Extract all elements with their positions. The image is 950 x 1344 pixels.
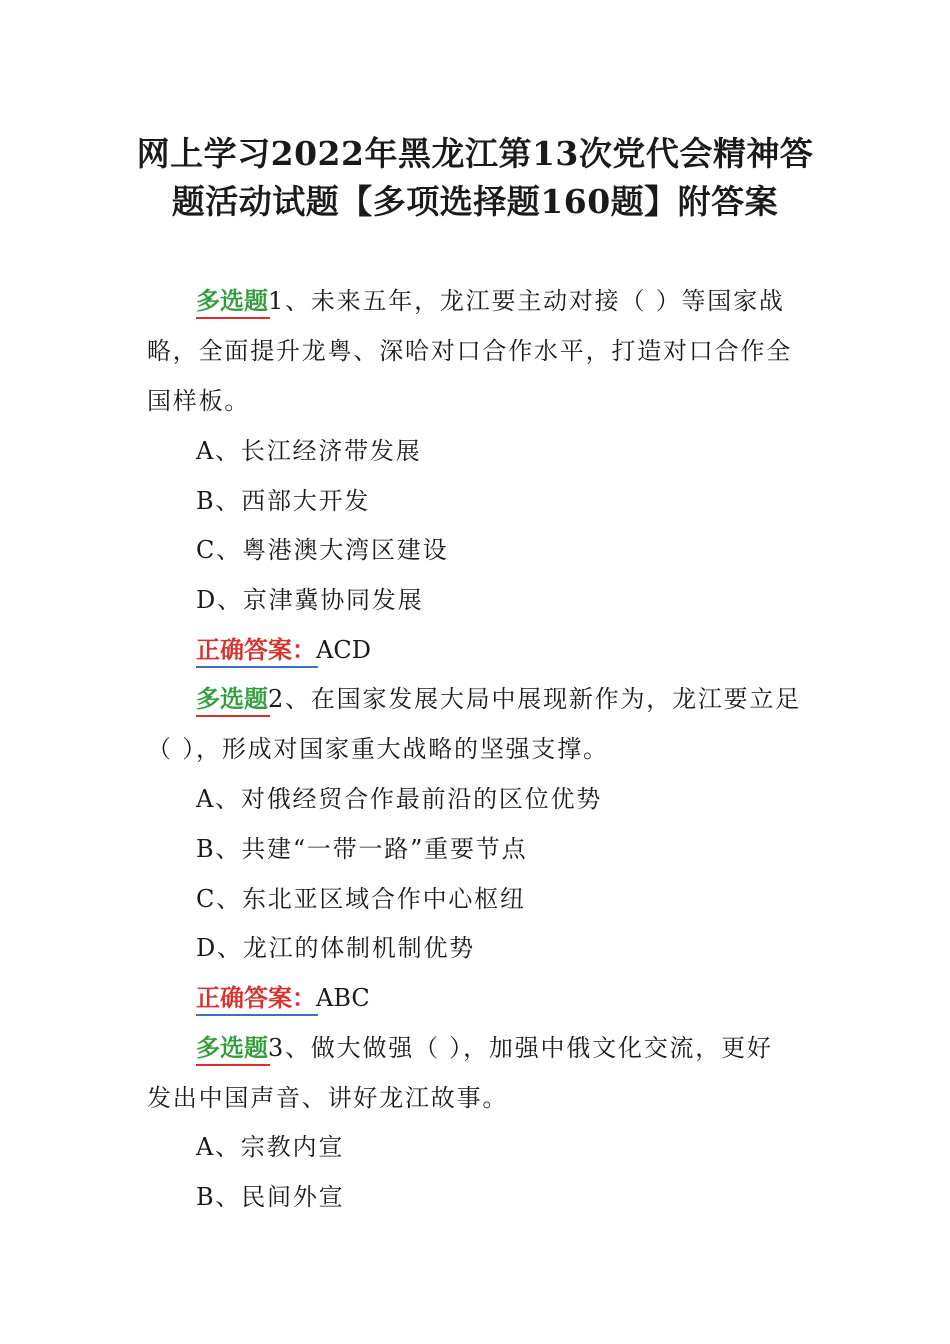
- multi-choice-tag: 多选题: [196, 284, 268, 318]
- question-1-option-b: B、西部大开发: [196, 487, 371, 515]
- question-2-option-b: B、共建“一带一路”重要节点: [196, 835, 528, 863]
- multi-choice-tag: 多选题: [196, 682, 268, 716]
- question-2-option-d: D、龙江的体制机制优势: [196, 934, 476, 962]
- document-title-line-2: 题活动试题【多项选择题160题】附答案: [171, 182, 779, 221]
- question-2-text: 2、在国家发展大局中展现新作为，龙江要立足: [268, 685, 802, 713]
- question-2-continuation-1: （ ），形成对国家重大战略的坚强支撑。: [147, 735, 609, 763]
- question-1-option-a: A、长江经济带发展: [196, 437, 422, 465]
- question-2-option-a: A、对俄经贸合作最前沿的区位优势: [196, 785, 603, 813]
- correct-answer-label: 正确答案：: [196, 981, 316, 1015]
- correct-answer-label: 正确答案：: [196, 633, 316, 667]
- question-1-continuation-1: 略，全面提升龙粤、深哈对口合作水平，打造对口合作全: [147, 337, 792, 365]
- question-1-stem: [196, 284, 785, 318]
- question-2-stem: [196, 682, 801, 716]
- multi-choice-tag: 多选题: [196, 1031, 268, 1065]
- question-1-text: 1、未来五年，龙江要主动对接（ ）等国家战: [268, 287, 785, 315]
- question-1-answer: [196, 633, 371, 667]
- question-2-answer: [196, 981, 370, 1015]
- question-3-continuation-1: 发出中国声音、讲好龙江故事。: [147, 1084, 509, 1112]
- question-2-answer-value: ABC: [316, 984, 370, 1012]
- question-1-answer-value: ACD: [316, 636, 371, 664]
- question-2-option-c: C、东北亚区域合作中心枢纽: [196, 885, 526, 913]
- document-title-line-1: 网上学习2022年黑龙江第13次党代会精神答: [136, 134, 814, 173]
- question-3-stem: [196, 1031, 773, 1065]
- question-1-option-d: D、京津冀协同发展: [196, 586, 424, 614]
- question-1-continuation-2: 国样板。: [147, 387, 251, 415]
- question-1-option-c: C、粤港澳大湾区建设: [196, 536, 449, 564]
- question-3-option-a: A、宗教内宣: [196, 1133, 345, 1161]
- question-3-option-b: B、民间外宣: [196, 1183, 345, 1211]
- question-3-text: 3、做大做强（ ），加强中俄文化交流，更好: [268, 1034, 773, 1062]
